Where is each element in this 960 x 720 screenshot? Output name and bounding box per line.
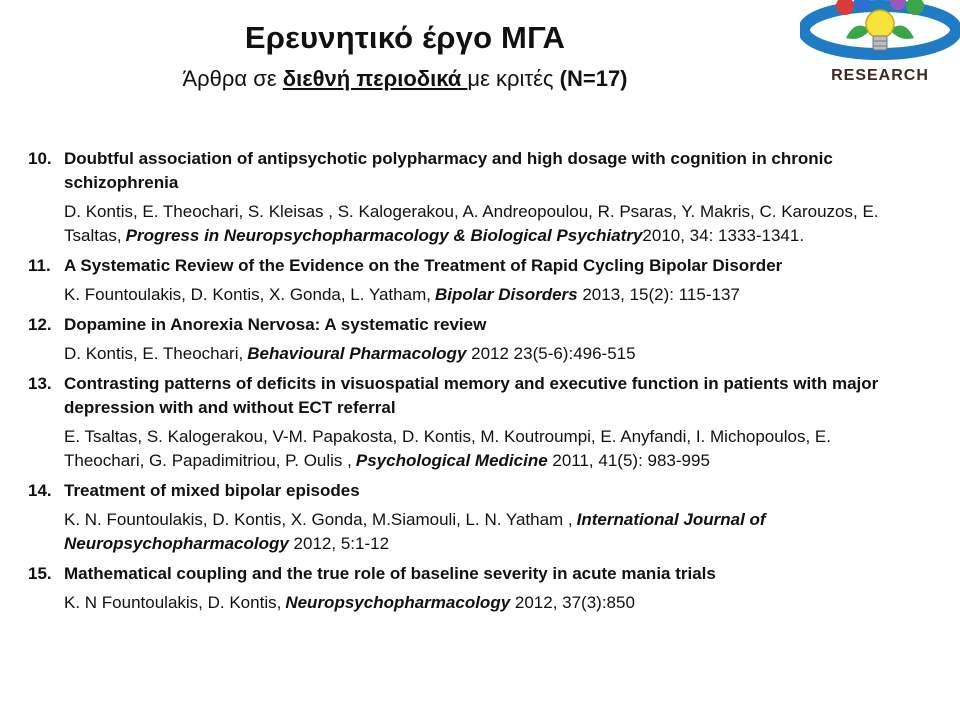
reference-authors: K. N. Fountoulakis, D. Kontis, X. Gonda, M.Siamouli, L. N. Yatham , xyxy=(64,510,573,529)
reference-title: Doubtful association of antipsychotic polypharmacy and high dosage with cognition in chronic schizophrenia xyxy=(64,149,833,192)
reference-authors: D. Kontis, E. Theochari, S. Kleisas , S. Kalogerakou, A. Andreopoulou, R. Psaras, Y. Makris, C. Karouzos, E. Tsaltas, xyxy=(64,202,879,245)
reference-body xyxy=(64,313,900,372)
subtitle-mid: με κριτές xyxy=(467,66,560,91)
reference-citation xyxy=(64,342,900,366)
reference-body xyxy=(64,372,900,479)
reference-list xyxy=(28,147,900,621)
reference-details: 2011, 41(5): 983-995 xyxy=(547,451,710,470)
reference-number: 10. xyxy=(28,149,52,168)
reference-title: A Systematic Review of the Evidence on the Treatment of Rapid Cycling Bipolar Disorder xyxy=(64,256,783,275)
reference-number: 14. xyxy=(28,481,52,500)
subtitle-prefix: Άρθρα σε xyxy=(182,66,283,91)
reference-title: Dopamine in Anorexia Nervosa: A systematic review xyxy=(64,315,487,334)
reference-number: 15. xyxy=(28,564,52,583)
reference-authors: K. Fountoulakis, D. Kontis, X. Gonda, L. Yatham, xyxy=(64,285,431,304)
subtitle-count: (N=17) xyxy=(559,66,628,91)
reference-number: 13. xyxy=(28,374,52,393)
reference-title: Contrasting patterns of deficits in visuospatial memory and executive function in patients with major depression with and without ECT referral xyxy=(64,374,879,417)
reference-citation xyxy=(64,425,900,473)
reference-details: 2012, 5:1-12 xyxy=(288,534,390,553)
reference-details: 2012 23(5-6):496-515 xyxy=(466,344,636,363)
research-logo xyxy=(800,0,960,86)
reference-citation xyxy=(64,283,900,307)
page-title: Ερευνητικό έργο ΜΓΑ xyxy=(244,20,566,55)
reference-journal: Behavioural Pharmacology xyxy=(247,344,467,363)
reference-citation xyxy=(64,508,900,556)
reference-item xyxy=(28,313,900,372)
reference-authors: E. Tsaltas, S. Kalogerakou, V-M. Papakosta, D. Kontis, M. Koutroumpi, E. Anyfandi, I. Michopoulos, E. Theochari, G. Papadimitriou, P. Oulis , xyxy=(64,427,831,470)
reference-title: Treatment of mixed bipolar episodes xyxy=(64,481,360,500)
reference-citation xyxy=(64,591,900,615)
reference-authors: D. Kontis, E. Theochari, xyxy=(64,344,244,363)
logo-text: RESEARCH xyxy=(831,67,929,84)
reference-item xyxy=(28,562,900,621)
reference-body xyxy=(64,562,900,621)
reference-item xyxy=(28,479,900,562)
reference-journal: Bipolar Disorders xyxy=(434,285,578,304)
reference-journal: Progress in Neuropsychopharmacology & Biological Psychiatry xyxy=(125,226,643,245)
reference-number: 11. xyxy=(28,256,51,275)
lightbulb-icon xyxy=(866,10,894,38)
reference-details: 2013, 15(2): 115-137 xyxy=(577,285,740,304)
reference-journal: International Journal of Neuropsychopharmacology xyxy=(64,510,766,553)
reference-item xyxy=(28,147,900,254)
reference-citation xyxy=(64,200,900,248)
reference-title: Mathematical coupling and the true role of baseline severity in acute mania trials xyxy=(64,564,716,583)
reference-body xyxy=(64,254,900,313)
reference-body xyxy=(64,147,900,254)
reference-number: 12. xyxy=(28,315,52,334)
reference-details: 2012, 37(3):850 xyxy=(510,593,635,612)
reference-item xyxy=(28,254,900,313)
reference-details: 2010, 34: 1333-1341. xyxy=(642,226,805,245)
reference-journal: Psychological Medicine xyxy=(355,451,548,470)
reference-journal: Neuropsychopharmacology xyxy=(285,593,511,612)
page-subtitle xyxy=(0,66,810,92)
lightbulb-base xyxy=(873,36,887,50)
reference-authors: K. N Fountoulakis, D. Kontis, xyxy=(64,593,282,612)
subtitle-underlined: διεθνή περιοδικά xyxy=(282,66,468,91)
reference-item xyxy=(28,372,900,479)
reference-body xyxy=(64,479,900,562)
